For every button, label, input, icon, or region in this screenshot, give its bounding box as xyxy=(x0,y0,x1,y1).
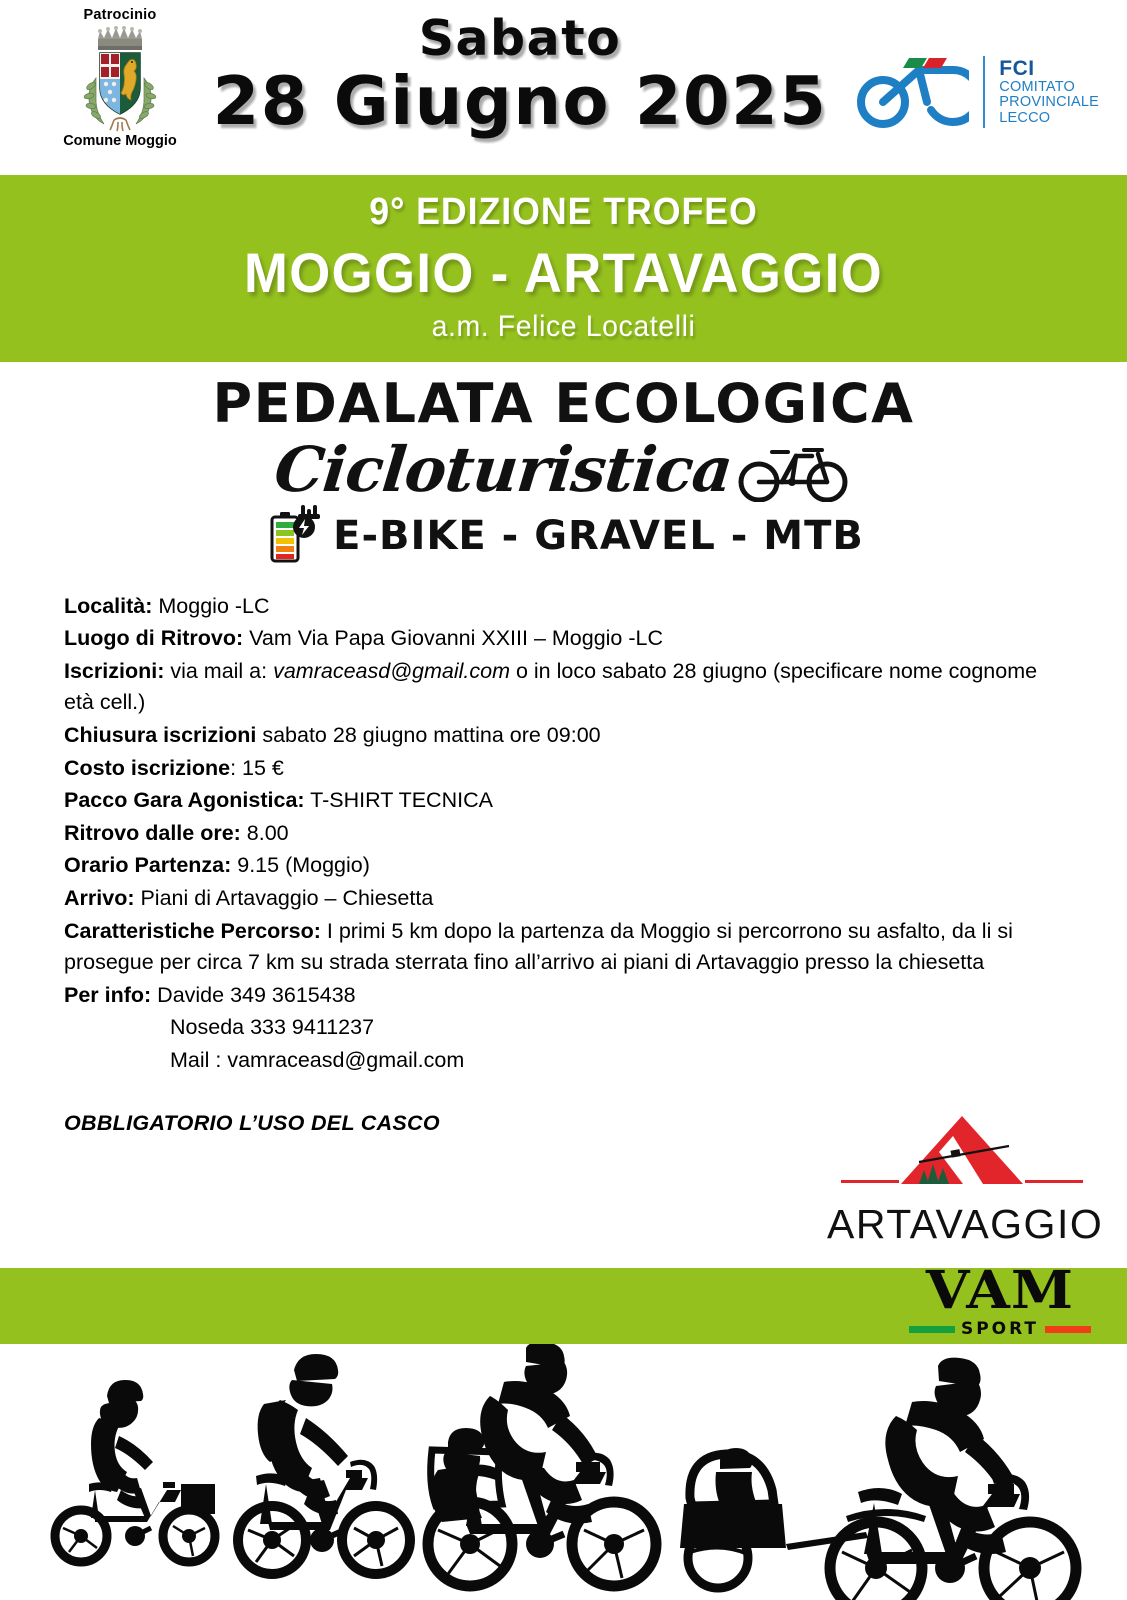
patrocinio-block xyxy=(40,8,200,149)
detail-label: Orario Partenza: xyxy=(64,853,232,878)
detail-row xyxy=(64,818,1065,850)
subtitle-main: PEDALATA ECOLOGICA xyxy=(212,372,915,435)
iscrizioni-label: Iscrizioni: xyxy=(64,658,165,683)
patrocinio-label: Patrocinio xyxy=(83,7,157,23)
detail-row xyxy=(64,883,1065,915)
cicloturistica-script: Cicloturistica xyxy=(271,432,736,506)
bicycle-icon xyxy=(734,438,852,502)
banner-title: MOGGIO - ARTAVAGGIO xyxy=(244,241,883,304)
event-date xyxy=(185,10,855,140)
detail-row xyxy=(64,720,1065,752)
detail-label: Costo iscrizione xyxy=(64,755,231,780)
iscrizioni-pre: via mail a: xyxy=(164,658,274,683)
artavaggio-logo xyxy=(827,1112,1104,1248)
detail-value: 9.15 (Moggio) xyxy=(231,853,370,878)
title-banner xyxy=(0,175,1127,362)
percorso-row xyxy=(64,916,1065,979)
iscrizioni-post: o in loco sabato 28 giugno (specificare nome cognome età cell.) xyxy=(64,658,1038,715)
detail-row xyxy=(64,753,1065,785)
vam-wordmark: VAM xyxy=(925,1260,1075,1321)
detail-label: Chiusura iscrizioni xyxy=(64,723,257,748)
artavaggio-mountain-icon xyxy=(827,1112,1097,1198)
fci-line-1: COMITATO xyxy=(999,79,1076,96)
percorso-value: I primi 5 km dopo la partenza da Moggio si percorrono su asfalto, da li si prosegue per circa 7 km su strada sterrata fino all’arrivo ai piani di Artavaggio presso la chiesetta xyxy=(64,918,1013,975)
cyclists-silhouette-icon xyxy=(0,1344,1127,1600)
subtitle-block xyxy=(0,362,1127,567)
detail-row xyxy=(64,623,1065,655)
detail-value: 8.00 xyxy=(240,820,289,845)
fci-bicycle-icon xyxy=(857,52,969,132)
iscrizioni-row xyxy=(64,656,1065,719)
fci-logo xyxy=(857,52,1099,132)
detail-label: Pacco Gara Agonistica: xyxy=(64,788,305,813)
detail-value: sabato 28 giugno mattina ore 09:00 xyxy=(256,723,601,748)
fci-text-block xyxy=(999,58,1099,126)
date-full: 28 Giugno 2025 xyxy=(212,61,828,140)
date-weekday: Sabato xyxy=(418,10,622,67)
info-row xyxy=(64,980,1065,1012)
helmet-notice: OBBLIGATORIO L’USO DEL CASCO xyxy=(64,1110,440,1135)
details-body xyxy=(0,567,1127,1077)
detail-label: Località: xyxy=(64,593,153,618)
vam-sport-logo xyxy=(905,1260,1095,1339)
detail-value: Moggio -LC xyxy=(152,593,270,618)
info-contact-1: Davide 349 3615438 xyxy=(151,982,356,1007)
info-contact-2: Noseda 333 9411237 xyxy=(170,1015,375,1040)
header xyxy=(0,0,1127,175)
info-label: Per info: xyxy=(64,982,152,1007)
detail-value: : 15 € xyxy=(230,755,284,780)
detail-value: Vam Via Papa Giovanni XXIII – Moggio -LC xyxy=(243,626,664,651)
detail-label: Ritrovo dalle ore: xyxy=(64,820,241,845)
cyclists-silhouette-strip xyxy=(0,1344,1127,1600)
detail-label: Luogo di Ritrovo: xyxy=(64,626,244,651)
fci-line-3: LECCO xyxy=(999,109,1051,126)
detail-value: Piani di Artavaggio – Chiesetta xyxy=(134,886,434,911)
disciplines-row xyxy=(0,505,1127,567)
detail-row xyxy=(64,591,1065,623)
vam-red-bar xyxy=(1045,1326,1091,1333)
fci-divider xyxy=(983,56,985,128)
banner-dedication: a.m. Felice Locatelli xyxy=(431,310,696,343)
iscrizioni-email[interactable]: vamraceasd@gmail.com xyxy=(273,658,510,683)
fci-title: FCI xyxy=(999,56,1035,80)
percorso-label: Caratteristiche Percorso: xyxy=(64,918,321,943)
vam-sport-text: SPORT xyxy=(960,1319,1040,1339)
ebike-battery-plug-icon xyxy=(263,505,329,567)
disciplines-text: E-BIKE - GRAVEL - MTB xyxy=(333,512,864,559)
detail-label: Arrivo: xyxy=(64,886,135,911)
fci-line-2: PROVINCIALE xyxy=(999,94,1099,111)
vam-sub-row xyxy=(905,1319,1095,1339)
moggio-coat-of-arms-icon xyxy=(74,26,166,132)
detail-value: T-SHIRT TECNICA xyxy=(304,788,493,813)
cicloturistica-row xyxy=(0,431,1127,509)
comune-label: Comune Moggio xyxy=(63,132,177,149)
detail-row xyxy=(64,785,1065,817)
info-contact-3[interactable]: Mail : vamraceasd@gmail.com xyxy=(170,1048,465,1072)
detail-row xyxy=(64,850,1065,882)
artavaggio-wordmark: ARTAVAGGIO xyxy=(827,1201,1104,1247)
vam-green-bar xyxy=(909,1326,955,1333)
banner-edition: 9° EDIZIONE TROFEO xyxy=(369,191,758,233)
